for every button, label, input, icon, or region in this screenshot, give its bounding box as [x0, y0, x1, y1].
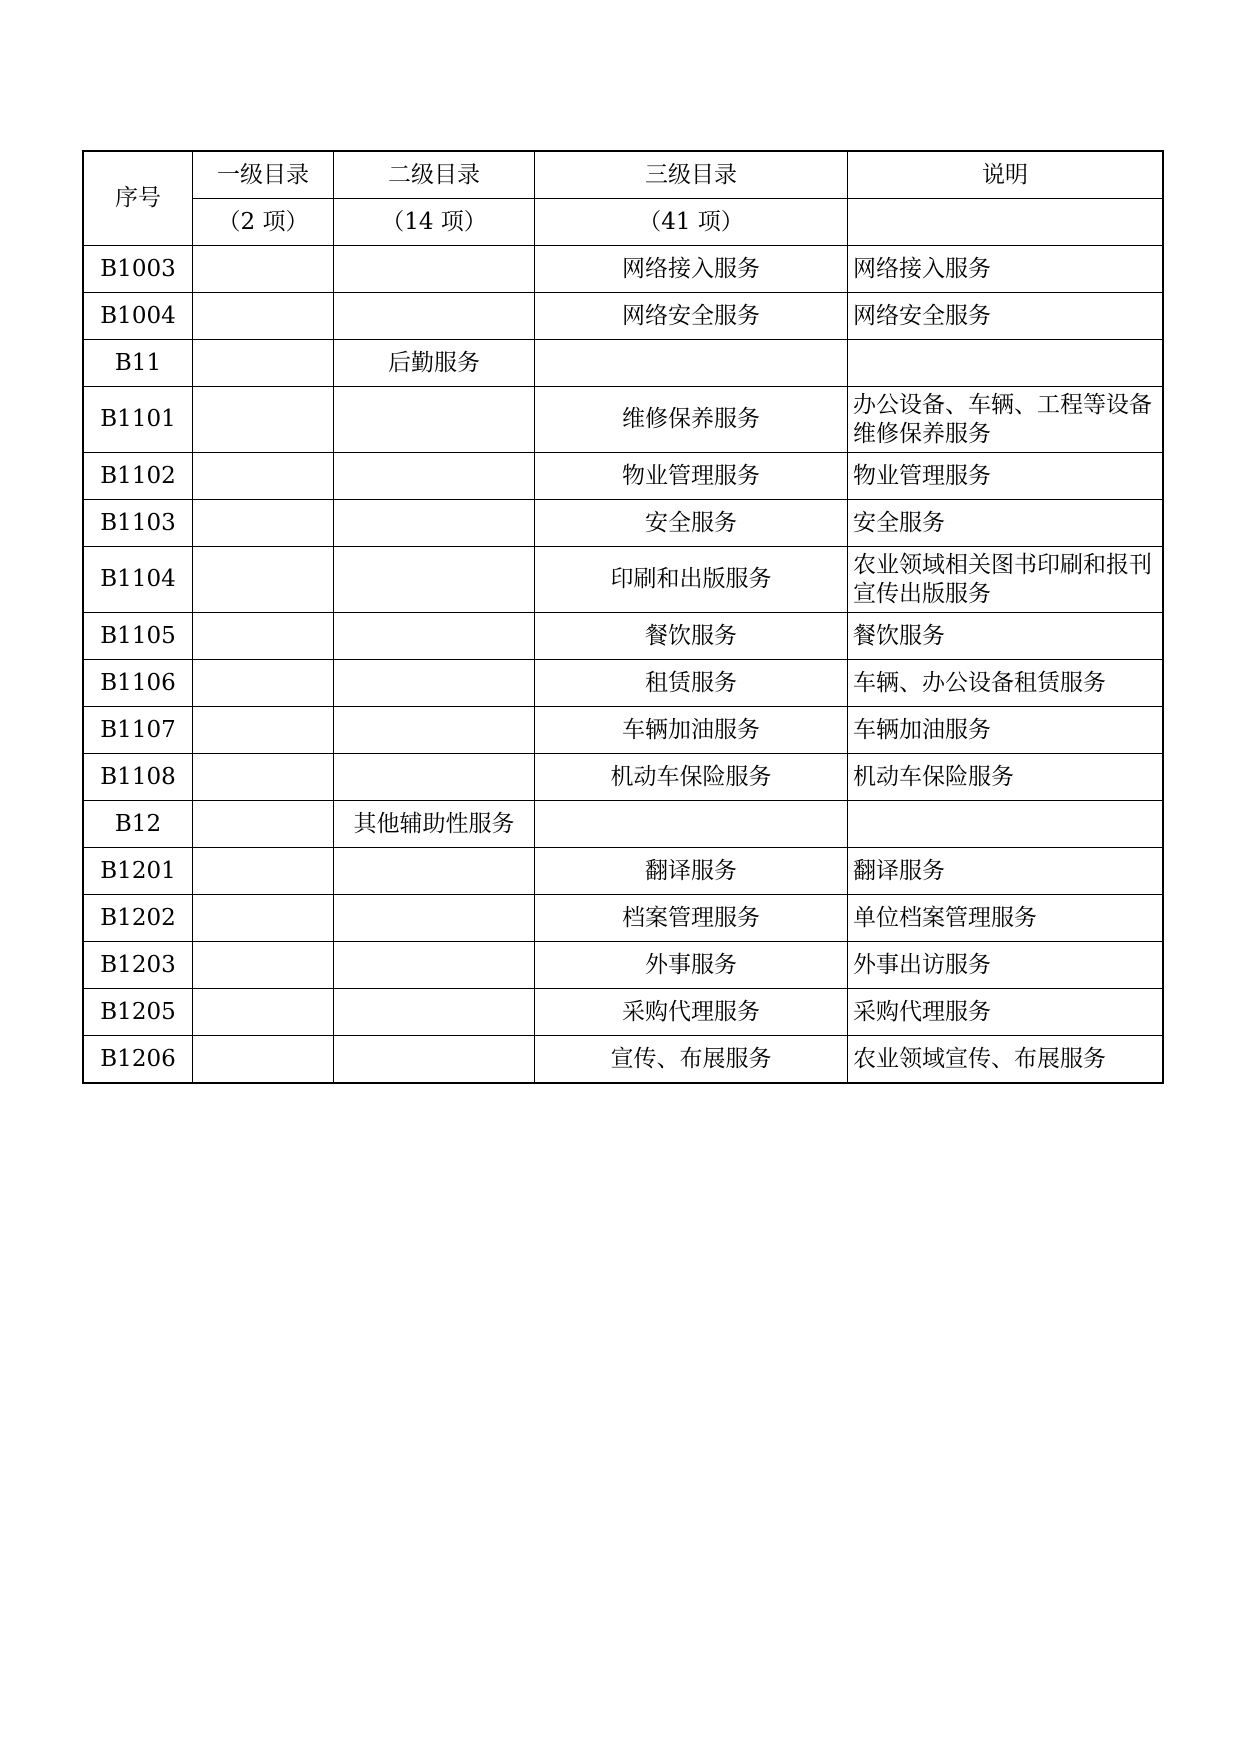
cell-level2: [334, 989, 535, 1036]
cell-seq: B11: [84, 340, 193, 387]
cell-seq: B1103: [84, 500, 193, 547]
cell-level3: 采购代理服务: [535, 989, 848, 1036]
cell-seq: B1104: [84, 547, 193, 613]
cell-level1: [193, 801, 334, 848]
cell-seq: B1003: [84, 246, 193, 293]
cell-level3: [535, 340, 848, 387]
cell-seq: B1106: [84, 660, 193, 707]
cell-seq: B1102: [84, 453, 193, 500]
cell-level1: [193, 942, 334, 989]
cell-level2: [334, 547, 535, 613]
table-row: [84, 942, 1163, 989]
table-row: [84, 453, 1163, 500]
cell-seq: B12: [84, 801, 193, 848]
table-row: [84, 1036, 1163, 1083]
cell-note: 网络接入服务: [848, 246, 1163, 293]
header-count-row: [84, 199, 1163, 246]
cell-level2: [334, 613, 535, 660]
cell-level3: 机动车保险服务: [535, 754, 848, 801]
cell-level1: [193, 453, 334, 500]
cell-note: 翻译服务: [848, 848, 1163, 895]
cell-level3: 车辆加油服务: [535, 707, 848, 754]
cell-level2: [334, 895, 535, 942]
cell-level2: [334, 848, 535, 895]
cell-note: [848, 801, 1163, 848]
table-row: [84, 246, 1163, 293]
cell-level3: 翻译服务: [535, 848, 848, 895]
cell-level3: 外事服务: [535, 942, 848, 989]
catalog-table: [83, 151, 1163, 1083]
cell-seq: B1107: [84, 707, 193, 754]
cell-note: 采购代理服务: [848, 989, 1163, 1036]
cell-note: 外事出访服务: [848, 942, 1163, 989]
cell-level1: [193, 547, 334, 613]
cell-level2: [334, 754, 535, 801]
cell-level1: [193, 613, 334, 660]
cell-level3: 物业管理服务: [535, 453, 848, 500]
cell-level3: 网络接入服务: [535, 246, 848, 293]
cell-note: 安全服务: [848, 500, 1163, 547]
cell-note: 车辆加油服务: [848, 707, 1163, 754]
header-level2: 二级目录: [334, 152, 535, 199]
cell-seq: B1105: [84, 613, 193, 660]
header-note-blank: [848, 199, 1163, 246]
cell-level1: [193, 848, 334, 895]
header-seq: 序号: [84, 152, 193, 246]
cell-level3: 网络安全服务: [535, 293, 848, 340]
cell-level2: [334, 293, 535, 340]
table-row: [84, 500, 1163, 547]
cell-note: 餐饮服务: [848, 613, 1163, 660]
table-row: [84, 387, 1163, 453]
cell-seq: B1101: [84, 387, 193, 453]
table-row: [84, 660, 1163, 707]
table-row: [84, 340, 1163, 387]
cell-level2: [334, 942, 535, 989]
cell-note: 农业领域宣传、布展服务: [848, 1036, 1163, 1083]
cell-note: 机动车保险服务: [848, 754, 1163, 801]
cell-note: 农业领域相关图书印刷和报刊宣传出版服务: [848, 547, 1163, 613]
table-row: [84, 707, 1163, 754]
cell-level3: 档案管理服务: [535, 895, 848, 942]
cell-level3: 维修保养服务: [535, 387, 848, 453]
cell-level2: [334, 1036, 535, 1083]
cell-level1: [193, 500, 334, 547]
table-row: [84, 293, 1163, 340]
cell-level1: [193, 387, 334, 453]
table-row: [84, 801, 1163, 848]
cell-seq: B1205: [84, 989, 193, 1036]
cell-note: 物业管理服务: [848, 453, 1163, 500]
cell-seq: B1201: [84, 848, 193, 895]
cell-level2: [334, 660, 535, 707]
cell-note: 办公设备、车辆、工程等设备维修保养服务: [848, 387, 1163, 453]
cell-level2: [334, 246, 535, 293]
cell-level2: [334, 453, 535, 500]
cell-level3: [535, 801, 848, 848]
cell-level2: [334, 500, 535, 547]
cell-level1: [193, 1036, 334, 1083]
table-row: [84, 547, 1163, 613]
cell-level1: [193, 895, 334, 942]
cell-level3: 安全服务: [535, 500, 848, 547]
table-body: [84, 152, 1163, 1083]
cell-note: 车辆、办公设备租赁服务: [848, 660, 1163, 707]
cell-seq: B1206: [84, 1036, 193, 1083]
table-row: [84, 895, 1163, 942]
cell-note: [848, 340, 1163, 387]
header-note: 说明: [848, 152, 1163, 199]
cell-level2: 其他辅助性服务: [334, 801, 535, 848]
cell-level1: [193, 660, 334, 707]
header-level2-count: （14 项）: [334, 199, 535, 246]
cell-seq: B1108: [84, 754, 193, 801]
cell-level1: [193, 989, 334, 1036]
header-level1-count: （2 项）: [193, 199, 334, 246]
cell-level3: 印刷和出版服务: [535, 547, 848, 613]
cell-seq: B1004: [84, 293, 193, 340]
cell-level1: [193, 754, 334, 801]
header-row: [84, 152, 1163, 199]
cell-level3: 宣传、布展服务: [535, 1036, 848, 1083]
cell-note: 网络安全服务: [848, 293, 1163, 340]
header-level3-count: （41 项）: [535, 199, 848, 246]
cell-level1: [193, 246, 334, 293]
cell-note: 单位档案管理服务: [848, 895, 1163, 942]
header-level1: 一级目录: [193, 152, 334, 199]
cell-level2: [334, 387, 535, 453]
cell-seq: B1202: [84, 895, 193, 942]
cell-level2: [334, 707, 535, 754]
cell-level3: 餐饮服务: [535, 613, 848, 660]
header-level3: 三级目录: [535, 152, 848, 199]
table-row: [84, 848, 1163, 895]
table-row: [84, 754, 1163, 801]
cell-level1: [193, 707, 334, 754]
table-row: [84, 613, 1163, 660]
cell-level3: 租赁服务: [535, 660, 848, 707]
table-row: [84, 989, 1163, 1036]
cell-level1: [193, 340, 334, 387]
cell-level1: [193, 293, 334, 340]
cell-seq: B1203: [84, 942, 193, 989]
cell-level2: 后勤服务: [334, 340, 535, 387]
